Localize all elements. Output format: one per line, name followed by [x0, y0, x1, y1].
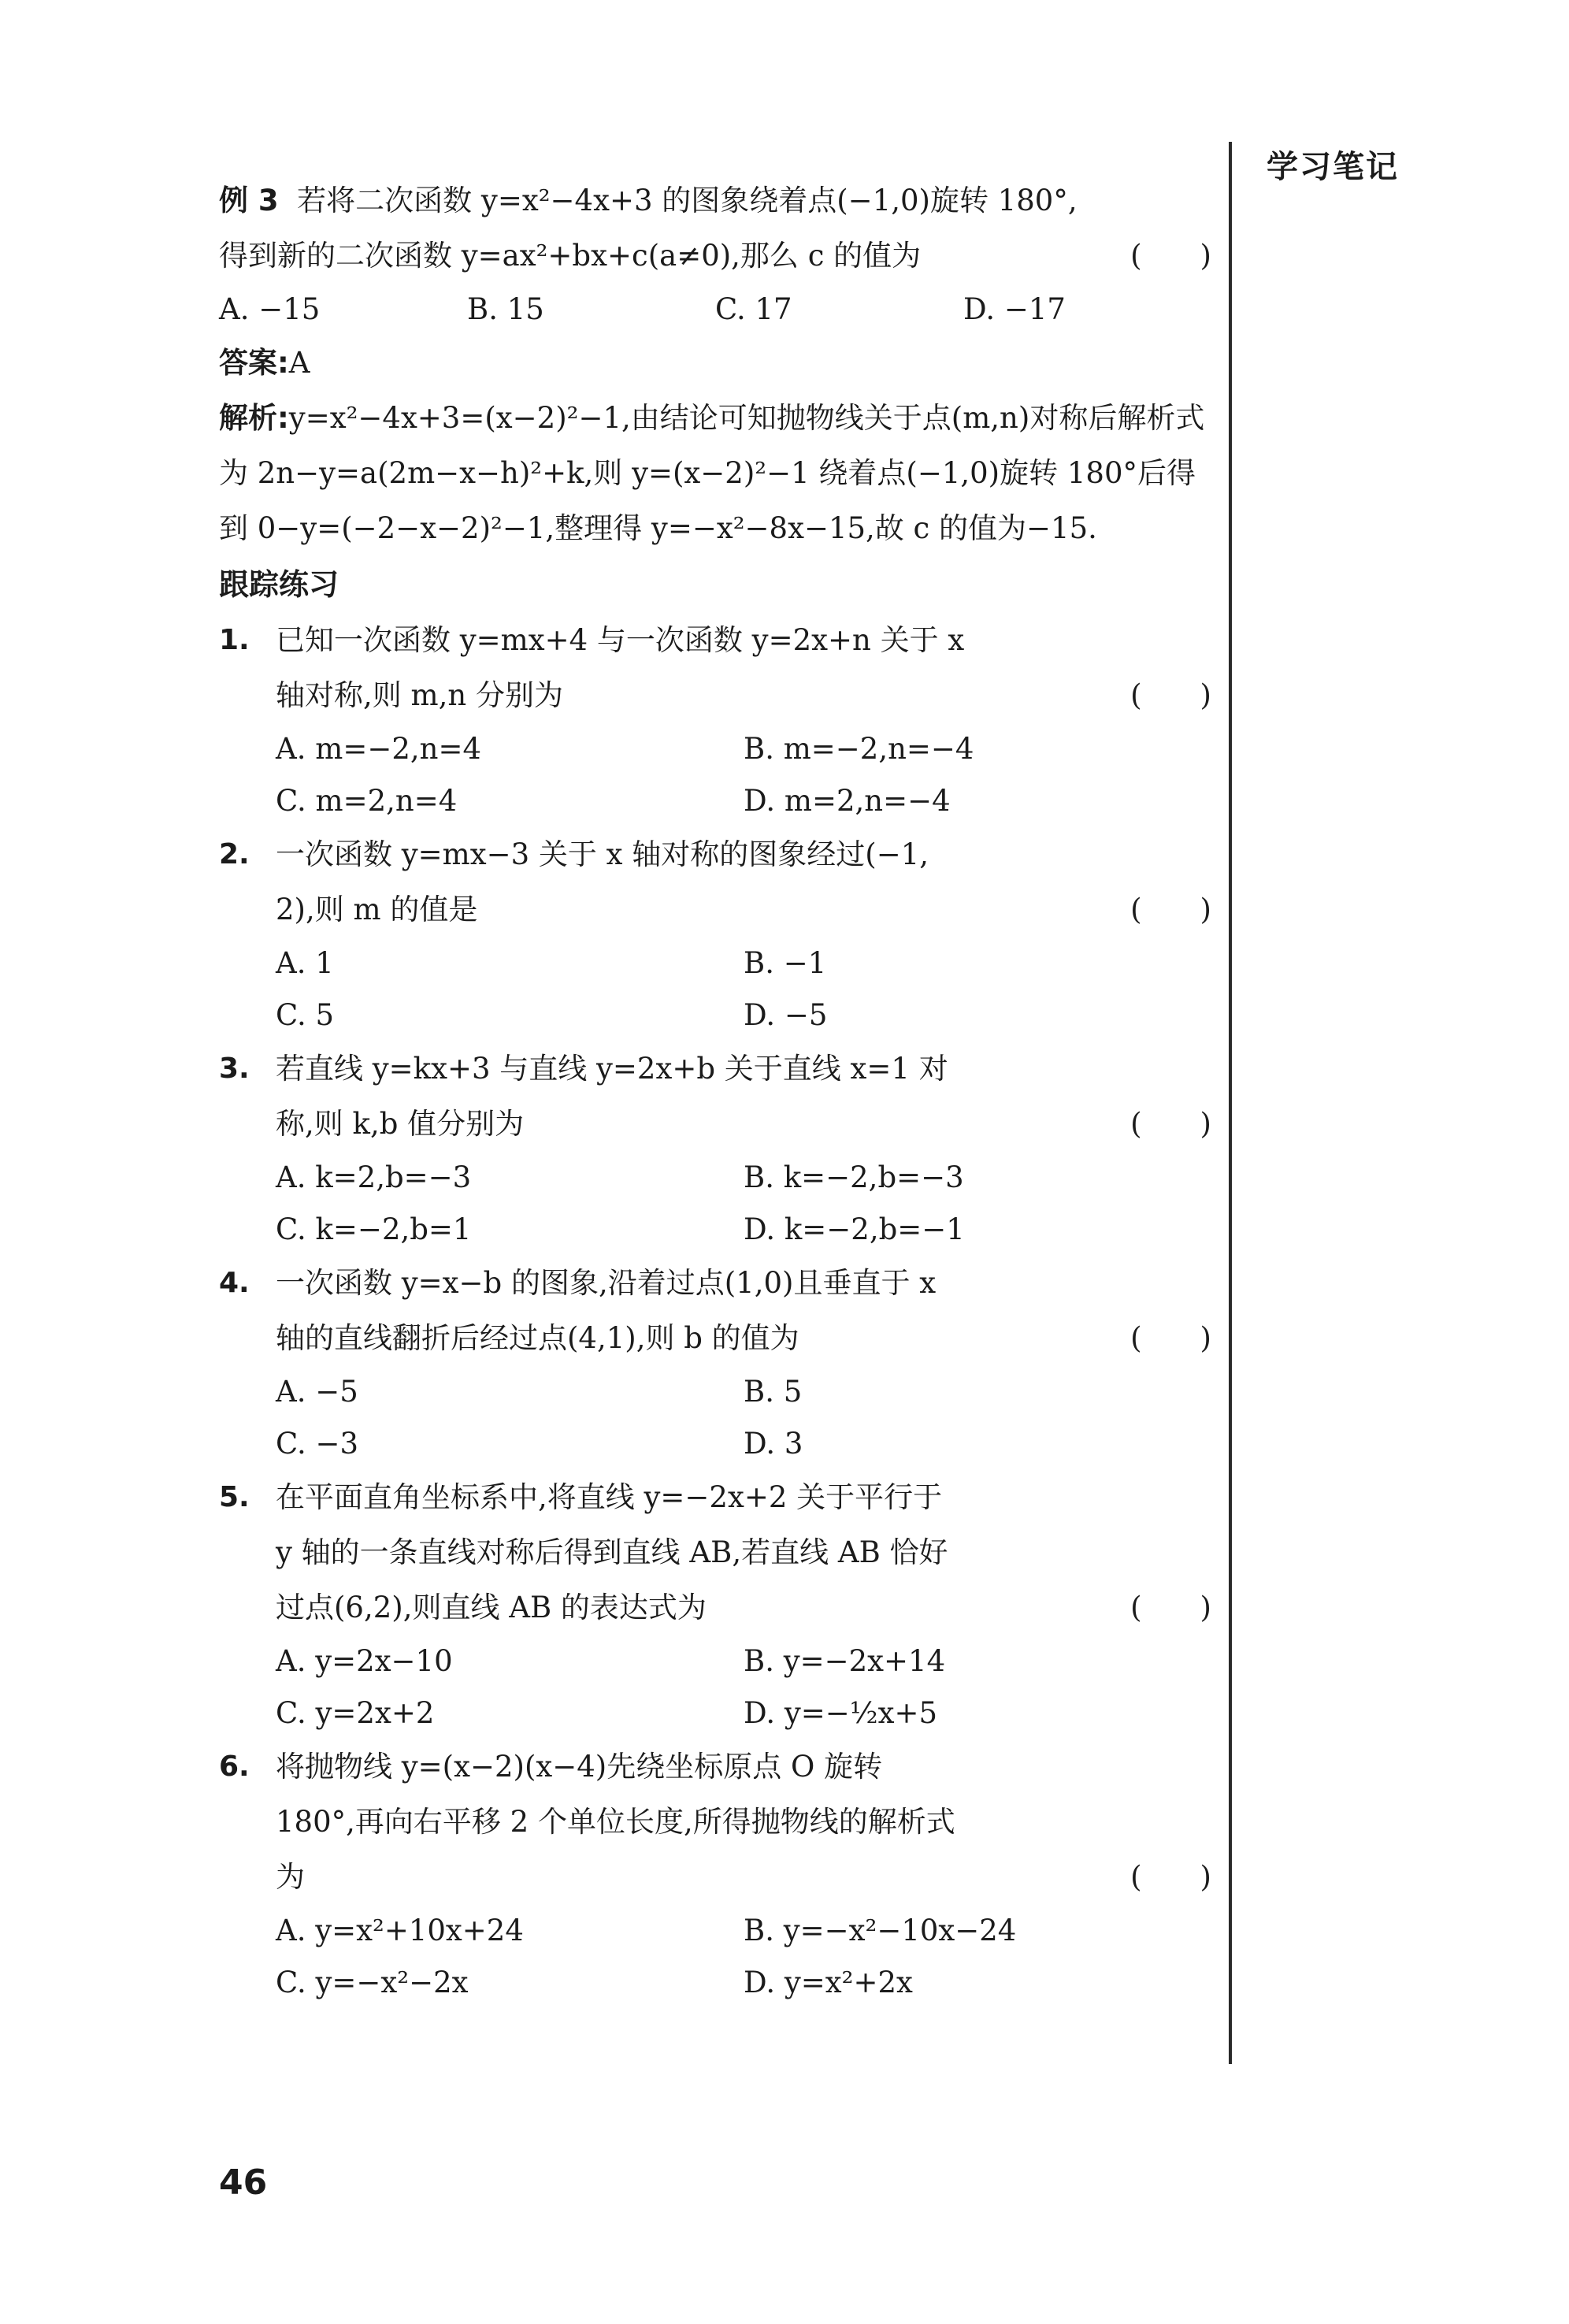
option-b: B. k=−2,b=−3: [744, 1160, 964, 1194]
analysis-text: y=x²−4x+3=(x−2)²−1,由结论可知抛物线关于点(m,n)对称后解析式为 2n−y=a(2m−x−h)²+k,则 y=(x−2)²−1 绕着点(−1,0)旋转 180°后得到 0−y=(−2−x−2)²−1,整理得 y=−x²−8x−15,故 c 的值为−15.: [219, 401, 1205, 545]
question-text: 在平面直角坐标系中,将直线 y=−2x+2 关于平行于: [276, 1480, 943, 1514]
option-b: B. 5: [744, 1375, 803, 1409]
main-content: [219, 173, 1211, 2009]
question-body: [276, 1470, 1211, 1635]
question-number: 2.: [219, 838, 250, 871]
option-c: C. k=−2,b=1: [276, 1212, 472, 1246]
question-5-options: [219, 1635, 1211, 1739]
question-6-options: [219, 1905, 1211, 2009]
question-line: [276, 1795, 1211, 1850]
example-options: [219, 284, 1211, 336]
question-number: 3.: [219, 1052, 250, 1085]
question-6: [219, 1739, 1211, 1905]
question-2: [219, 827, 1211, 937]
question-text: 轴对称,则 m,n 分别为: [276, 678, 563, 712]
answer-value: A: [288, 346, 310, 380]
option-d: D. −5: [744, 998, 828, 1032]
question-line: [276, 1580, 1211, 1635]
question-text: 一次函数 y=x−b 的图象,沿着过点(1,0)且垂直于 x: [276, 1266, 937, 1300]
example-line-2: [219, 228, 1211, 284]
option-a: A. −5: [276, 1375, 358, 1409]
question-line: [276, 1525, 1211, 1580]
option-a: A. 1: [276, 946, 334, 980]
section-title: 跟踪练习: [219, 567, 339, 602]
question-line: [276, 827, 1211, 882]
question-line: [276, 1739, 1211, 1795]
question-number: 5.: [219, 1481, 250, 1513]
example-stem-2: 得到新的二次函数 y=ax²+bx+c(a≠0),那么 c 的值为: [219, 239, 922, 273]
question-2-options: [219, 937, 1211, 1041]
question-line: [276, 668, 1211, 723]
answer-parentheses: ( ): [1130, 678, 1211, 712]
option-a: A. k=2,b=−3: [276, 1160, 472, 1194]
question-4: [219, 1256, 1211, 1366]
question-text: 180°,再向右平移 2 个单位长度,所得抛物线的解析式: [276, 1805, 955, 1839]
question-line: [276, 1041, 1211, 1097]
example-stem-1: 若将二次函数 y=x²−4x+3 的图象绕着点(−1,0)旋转 180°,: [297, 184, 1078, 217]
option-a: A. m=−2,n=4: [276, 732, 482, 766]
question-text: 轴的直线翻折后经过点(4,1),则 b 的值为: [276, 1321, 799, 1355]
option-c: C. y=2x+2: [276, 1696, 435, 1730]
option-d: D. y=−½x+5: [744, 1696, 938, 1730]
option-a: A. y=x²+10x+24: [276, 1914, 524, 1947]
notes-column-title: 学习笔记: [1267, 149, 1399, 185]
answer-parentheses: ( ): [1130, 1321, 1211, 1355]
question-3-options: [219, 1152, 1211, 1256]
option-b: B. y=−x²−10x−24: [744, 1914, 1017, 1947]
option-d: D. k=−2,b=−1: [744, 1212, 965, 1246]
option-a: A. −15: [219, 292, 321, 326]
question-line: [276, 1097, 1211, 1152]
analysis-label: 解析:: [219, 401, 289, 435]
option-b: B. m=−2,n=−4: [744, 732, 974, 766]
question-text: 为: [276, 1860, 305, 1894]
answer-parentheses: ( ): [1130, 1591, 1211, 1624]
question-body: [276, 613, 1211, 723]
option-c: C. y=−x²−2x: [276, 1966, 469, 1999]
example-block: [219, 173, 1211, 556]
option-d: D. m=2,n=−4: [744, 784, 951, 818]
answer-label: 答案:: [219, 346, 289, 380]
option-b: B. 15: [467, 292, 544, 326]
option-b: B. y=−2x+14: [744, 1644, 946, 1678]
question-line: [276, 882, 1211, 937]
question-body: [276, 1041, 1211, 1152]
analysis-paragraph: [219, 391, 1211, 556]
answer-line: [219, 336, 1211, 391]
option-d: D. 3: [744, 1427, 803, 1461]
question-text: 一次函数 y=mx−3 关于 x 轴对称的图象经过(−1,: [276, 837, 929, 871]
question-body: [276, 1739, 1211, 1905]
option-c: C. −3: [276, 1427, 359, 1461]
answer-parentheses: ( ): [1130, 893, 1211, 926]
question-text: 称,则 k,b 值分别为: [276, 1107, 525, 1141]
option-c: C. 17: [715, 292, 792, 326]
question-line: [276, 613, 1211, 668]
answer-parentheses: ( ): [1130, 1860, 1211, 1894]
question-body: [276, 1256, 1211, 1366]
answer-parentheses: ( ): [1130, 1107, 1211, 1141]
question-number: 6.: [219, 1750, 250, 1783]
question-3: [219, 1041, 1211, 1152]
notes-divider-line: [1229, 142, 1232, 2064]
question-body: [276, 827, 1211, 937]
option-d: D. y=x²+2x: [744, 1966, 913, 1999]
question-text: 已知一次函数 y=mx+4 与一次函数 y=2x+n 关于 x: [276, 623, 965, 657]
question-text: 将抛物线 y=(x−2)(x−4)先绕坐标原点 O 旋转: [276, 1750, 883, 1784]
question-text: 过点(6,2),则直线 AB 的表达式为: [276, 1591, 707, 1624]
question-1: [219, 613, 1211, 723]
question-line: [276, 1850, 1211, 1905]
option-a: A. y=2x−10: [276, 1644, 453, 1678]
option-d: D. −17: [963, 292, 1066, 326]
example-label: 例 3: [219, 184, 279, 217]
question-text: 若直线 y=kx+3 与直线 y=2x+b 关于直线 x=1 对: [276, 1052, 948, 1086]
question-text: 2),则 m 的值是: [276, 893, 478, 926]
question-number: 1.: [219, 624, 250, 656]
option-b: B. −1: [744, 946, 827, 980]
answer-parentheses: ( ): [1130, 239, 1211, 273]
option-c: C. m=2,n=4: [276, 784, 458, 818]
question-text: y 轴的一条直线对称后得到直线 AB,若直线 AB 恰好: [276, 1535, 948, 1569]
question-line: [276, 1256, 1211, 1311]
question-line: [276, 1311, 1211, 1366]
example-line-1: [219, 173, 1211, 228]
question-4-options: [219, 1366, 1211, 1470]
question-line: [276, 1470, 1211, 1525]
option-c: C. 5: [276, 998, 335, 1032]
question-number: 4.: [219, 1267, 250, 1299]
question-5: [219, 1470, 1211, 1635]
question-1-options: [219, 723, 1211, 827]
page-number: 46: [219, 2163, 268, 2203]
